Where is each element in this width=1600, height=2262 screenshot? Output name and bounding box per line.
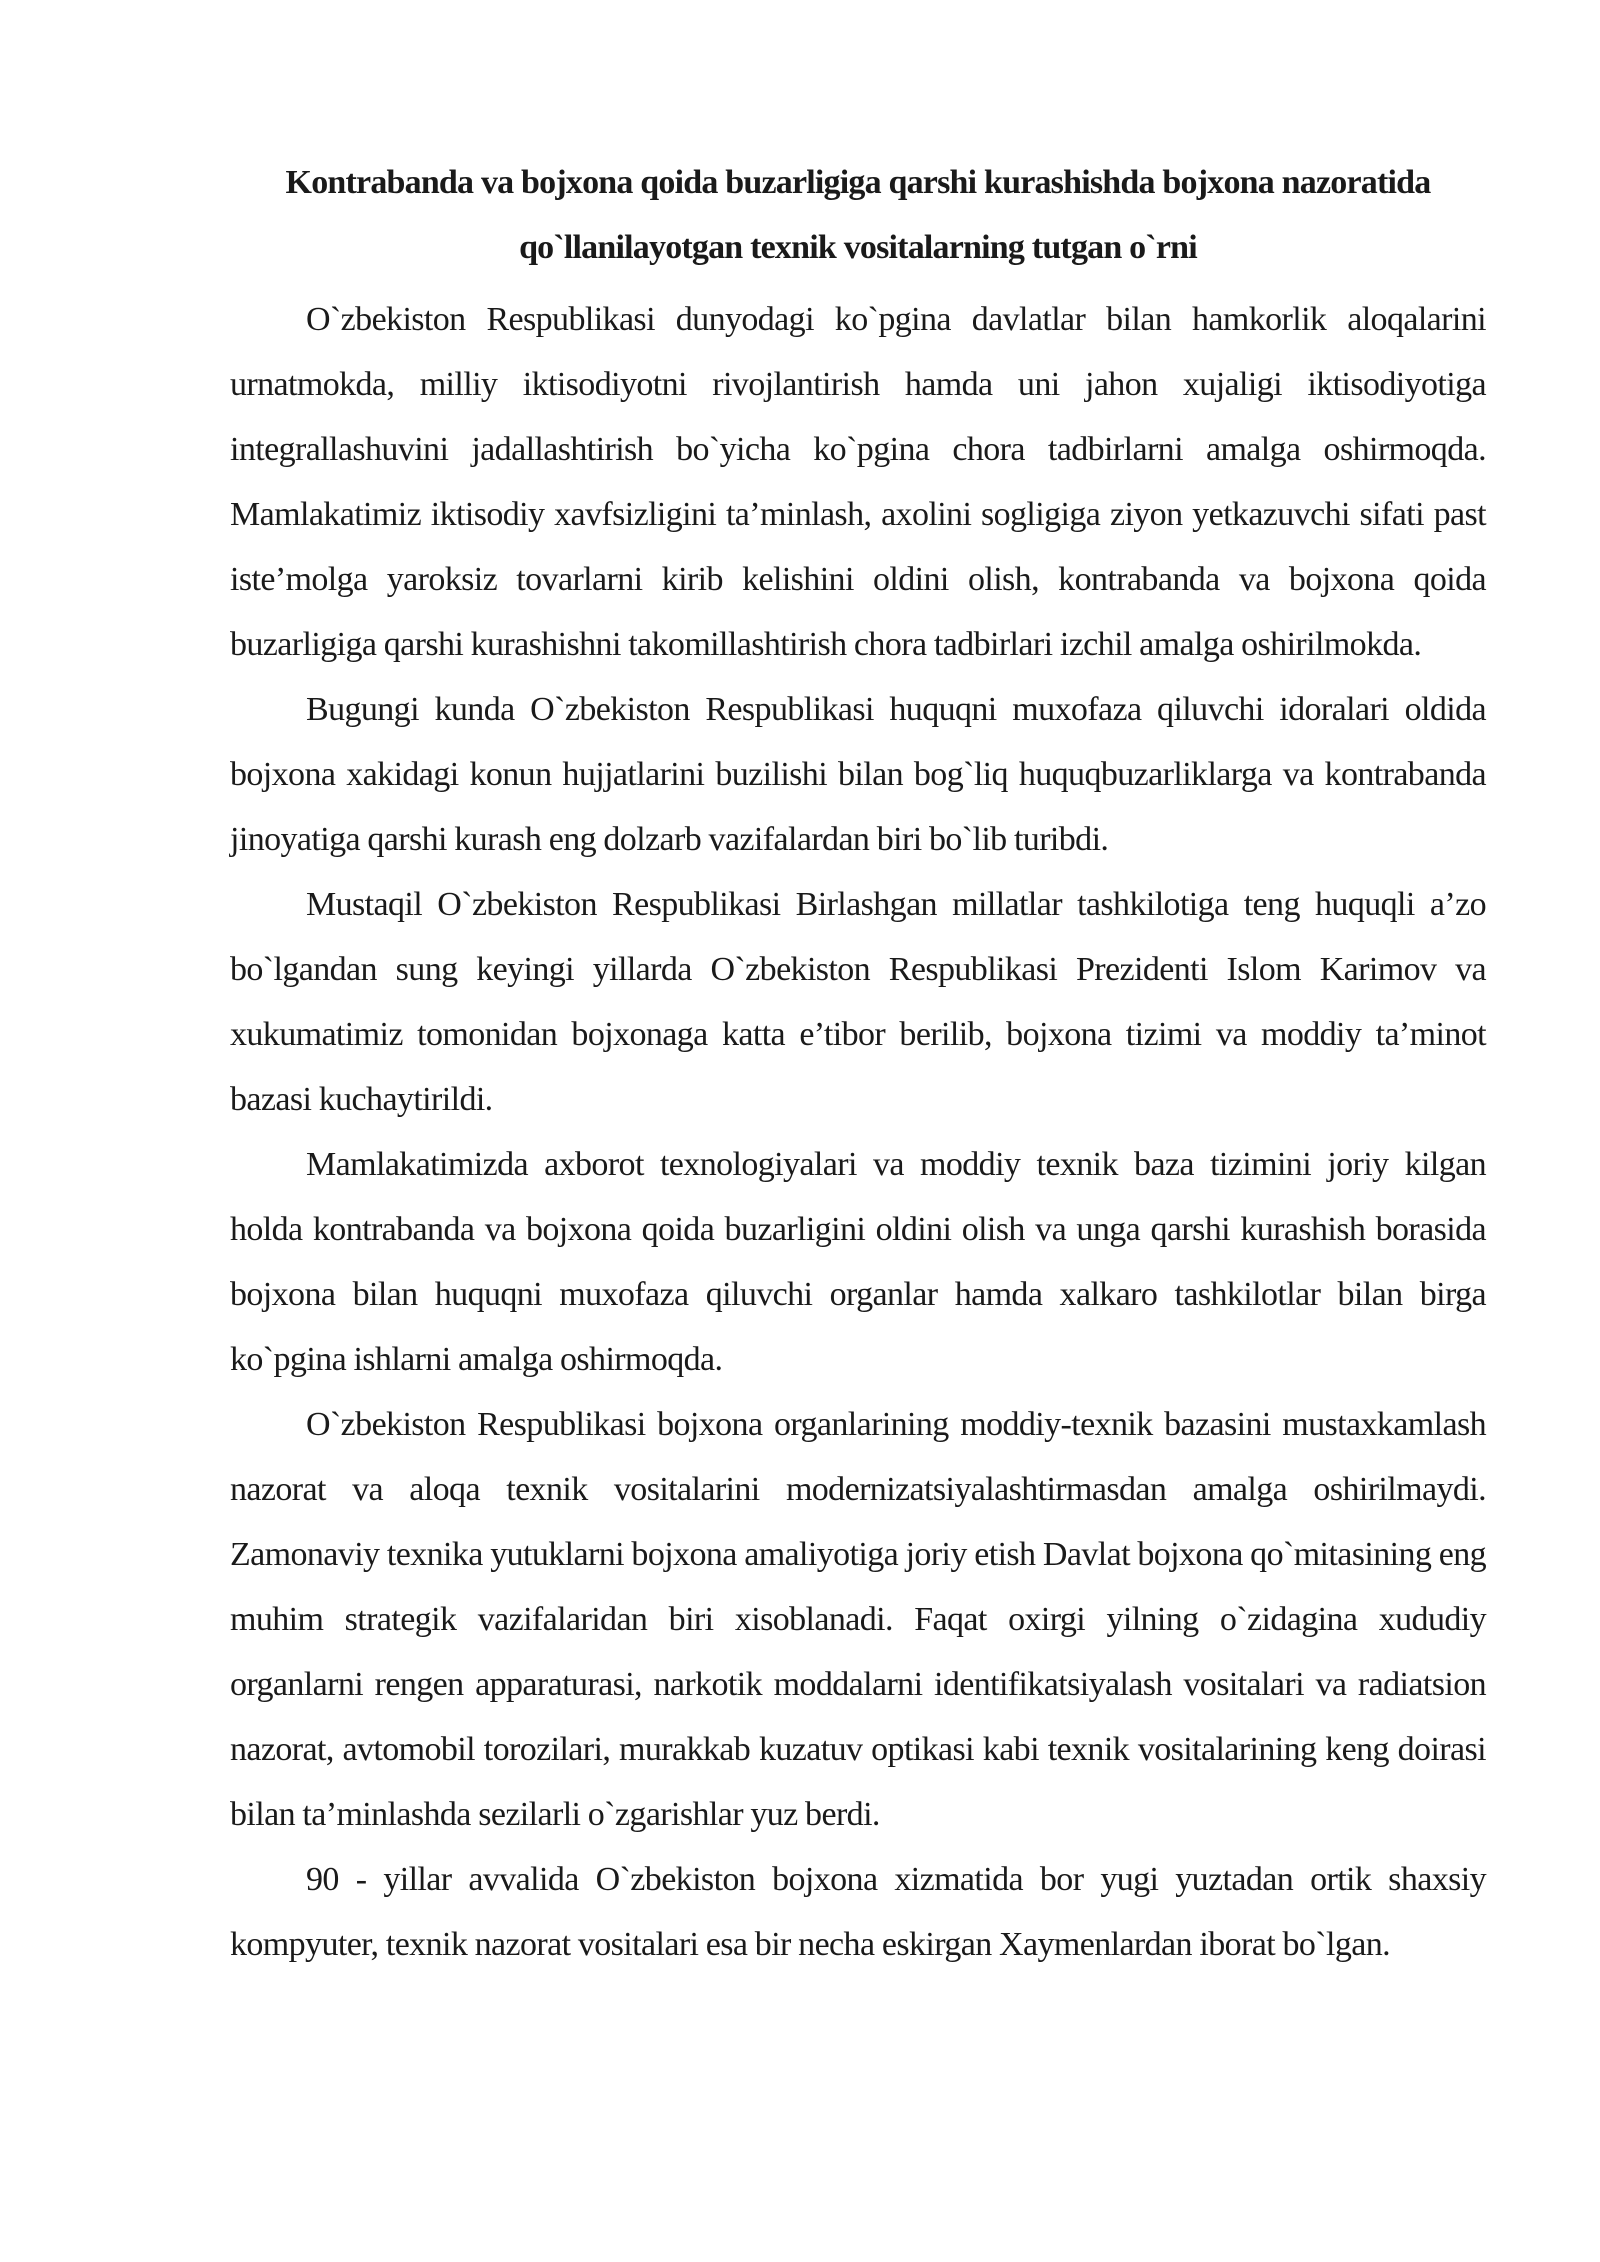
paragraph-3: Mustaqil O`zbekiston Respublikasi Birlashgan millatlar tashkilotiga teng huquqli a’zo bo`lgandan sung keyingi yillarda O`zbekiston Respublikasi Prezidenti Islom Karimov va xukumatimiz tomonidan bojxonaga katta e’tibor berilib, bojxona tizimi va moddiy ta’minot bazasi kuchaytirildi.: [230, 886, 1486, 1118]
paragraph-1: O`zbekiston Respublikasi dunyodagi ko`pgina davlatlar bilan hamkorlik aloqalarini urnatmokda, milliy iktisodiyotni rivojlantirish hamda uni jahon xujaligi iktisodiyotiga integrallashuvini jadallashtirish bo`yicha ko`pgina chora tadbirlarni amalga oshirmoqda. Mamlakatimiz iktisodiy xavfsizligini ta’minlash, axolini sogligiga ziyon yetkazuvchi sifati past iste’molga yaroksiz tovarlarni kirib kelishini oldini olish, kontrabanda va bojxona qoida buzarligiga qarshi kurashishni takomillashtirish chora tadbirlari izchil amalga oshirilmokda.: [230, 301, 1486, 663]
paragraph-6: 90 - yillar avvalida O`zbekiston bojxona xizmatida bor yugi yuztadan ortik shaxsiy kompyuter, texnik nazorat vositalari esa bir necha eskirgan Xaymenlardan iborat bo`lgan.: [230, 1861, 1486, 1963]
document-title: Kontrabanda va bojxona qoida buzarligiga qarshi kurashishda bojxona nazoratida qo`llanilayotgan texnik vositalarning tutgan o`rni: [285, 164, 1431, 266]
paragraph-5: O`zbekiston Respublikasi bojxona organlarining moddiy-texnik bazasini mustaxkamlash nazorat va aloqa texnik vositalarini modernizatsiyalashtirmasdan amalga oshirilmaydi. Zamonaviy texnika yutuklarni bojxona amaliyotiga joriy etish Davlat bojxona qo`mitasining eng muhim strategik vazifalaridan biri xisoblanadi. Faqat oxirgi yilning o`zidagina xududiy organlarni rengen apparaturasi, narkotik moddalarni identifikatsiyalash vositalari va radiatsion nazorat, avtomobil torozilari, murakkab kuzatuv optikasi kabi texnik vositalarining keng doirasi bilan ta’minlashda sezilarli o`zgarishlar yuz berdi.: [230, 1406, 1486, 1833]
document-body: [230, 150, 1486, 1977]
paragraph-2: Bugungi kunda O`zbekiston Respublikasi huquqni muxofaza qiluvchi idoralari oldida bojxona xakidagi konun hujjatlarini buzilishi bilan bog`liq huquqbuzarliklarga va kontrabanda jinoyatiga qarshi kurash eng dolzarb vazifalardan biri bo`lib turibdi.: [230, 691, 1486, 858]
paragraph-4: Mamlakatimizda axborot texnologiyalari va moddiy texnik baza tizimini joriy kilgan holda kontrabanda va bojxona qoida buzarligini oldini olish va unga qarshi kurashish borasida bojxona bilan huquqni muxofaza qiluvchi organlar hamda xalkaro tashkilotlar bilan birga ko`pgina ishlarni amalga oshirmoqda.: [230, 1146, 1486, 1378]
